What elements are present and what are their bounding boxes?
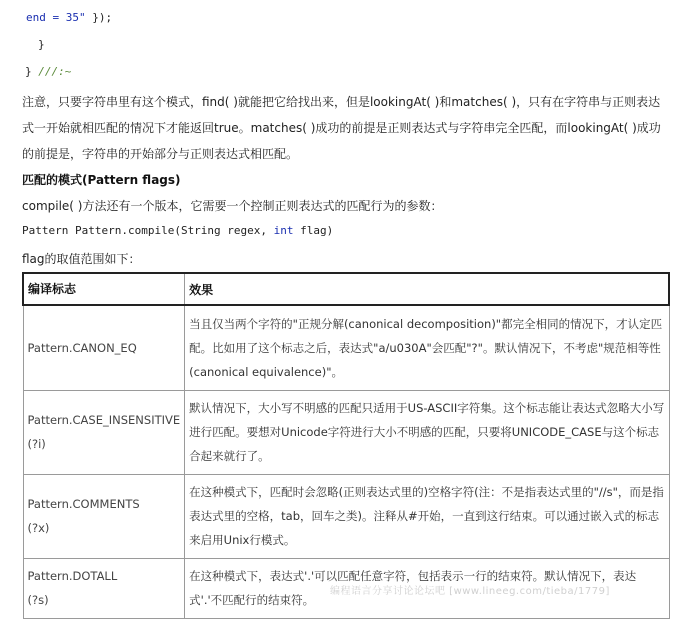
code-line-end <box>26 11 112 24</box>
signature-keyword: int <box>273 224 294 237</box>
code-tail: }); <box>85 11 113 24</box>
table-row <box>23 390 669 474</box>
flags-table <box>22 272 670 619</box>
compile-note: compile( )方法还有一个版本，它需要一个控制正则表达式的匹配行为的参数： <box>22 199 443 213</box>
flag-alias: (?i) <box>27 437 46 451</box>
effect-cell: 在这种模式下，表达式'.'可以匹配任意字符，包括表示一行的结束符。默认情况下，表达式'.'不匹配行的结束符。 <box>185 558 669 618</box>
code-keyword: end = 35" <box>26 11 86 24</box>
effect-cell: 当且仅当两个字符的"正规分解(canonical decomposition)"都完全相同的情况下，才认定匹配。比如用了这个标志之后，表达式"a/u030A"会匹配"?"。默认情况下，不考虑"规范相等性(canonical equivalence)"。 <box>185 305 669 390</box>
flag-alias: (?s) <box>27 593 49 607</box>
code-line-close <box>25 65 71 78</box>
flag-cell <box>23 474 185 558</box>
flag-cell <box>23 305 185 390</box>
compile-signature <box>22 224 333 237</box>
code-comment: ///:~ <box>38 65 72 78</box>
flag-cell <box>23 390 185 474</box>
signature-end: flag) <box>293 224 334 237</box>
flag-name: Pattern.CASE_INSENSITIVE <box>27 413 181 427</box>
watermark: 编程语言分享讨论论坛吧 [www.lineeg.com/tieba/1779] <box>330 586 610 597</box>
code-line-brace: } <box>38 38 45 51</box>
header-flag: 编译标志 <box>23 273 185 305</box>
table-row <box>23 305 669 390</box>
code-close-brace: } <box>25 65 32 78</box>
flag-range-label: flag的取值范围如下： <box>22 252 141 266</box>
signature-start: Pattern Pattern.compile(String regex, <box>22 224 274 237</box>
flag-cell <box>23 558 185 618</box>
effect-cell: 默认情况下，大小写不明感的匹配只适用于US-ASCII字符集。这个标志能让表达式忽略大小写进行匹配。要想对Unicode字符进行大小不明感的匹配，只要将UNICODE_CASE与这个标志合起来就行了。 <box>185 390 669 474</box>
flag-name: Pattern.COMMENTS <box>27 497 140 511</box>
flag-name: Pattern.DOTALL <box>27 569 118 583</box>
flag-name: Pattern.CANON_EQ <box>27 340 137 355</box>
section-heading: 匹配的模式(Pattern flags) <box>22 173 181 187</box>
table-row <box>23 474 669 558</box>
table-header-row <box>23 273 669 305</box>
flag-alias: (?x) <box>27 521 50 535</box>
effect-cell: 在这种模式下，匹配时会忽略(正则表达式里的)空格字符(注：不是指表达式里的"//s"，而是指表达式里的空格，tab，回车之类)。注释从#开始，一直到这行结束。可以通过嵌入式的标志来启用Unix行模式。 <box>185 474 669 558</box>
explanation-paragraph: 注意，只要字符串里有这个模式，find( )就能把它给找出来，但是lookingAt( )和matches( )，只有在字符串与正则表达式一开始就相匹配的情况下才能返回true。matches( )成功的前提是正则表达式与字符串完全匹配，而lookingAt( )成功的前提是，字符串的开始部分与正则表达式相匹配。 <box>22 95 661 161</box>
header-effect: 效果 <box>185 273 669 305</box>
